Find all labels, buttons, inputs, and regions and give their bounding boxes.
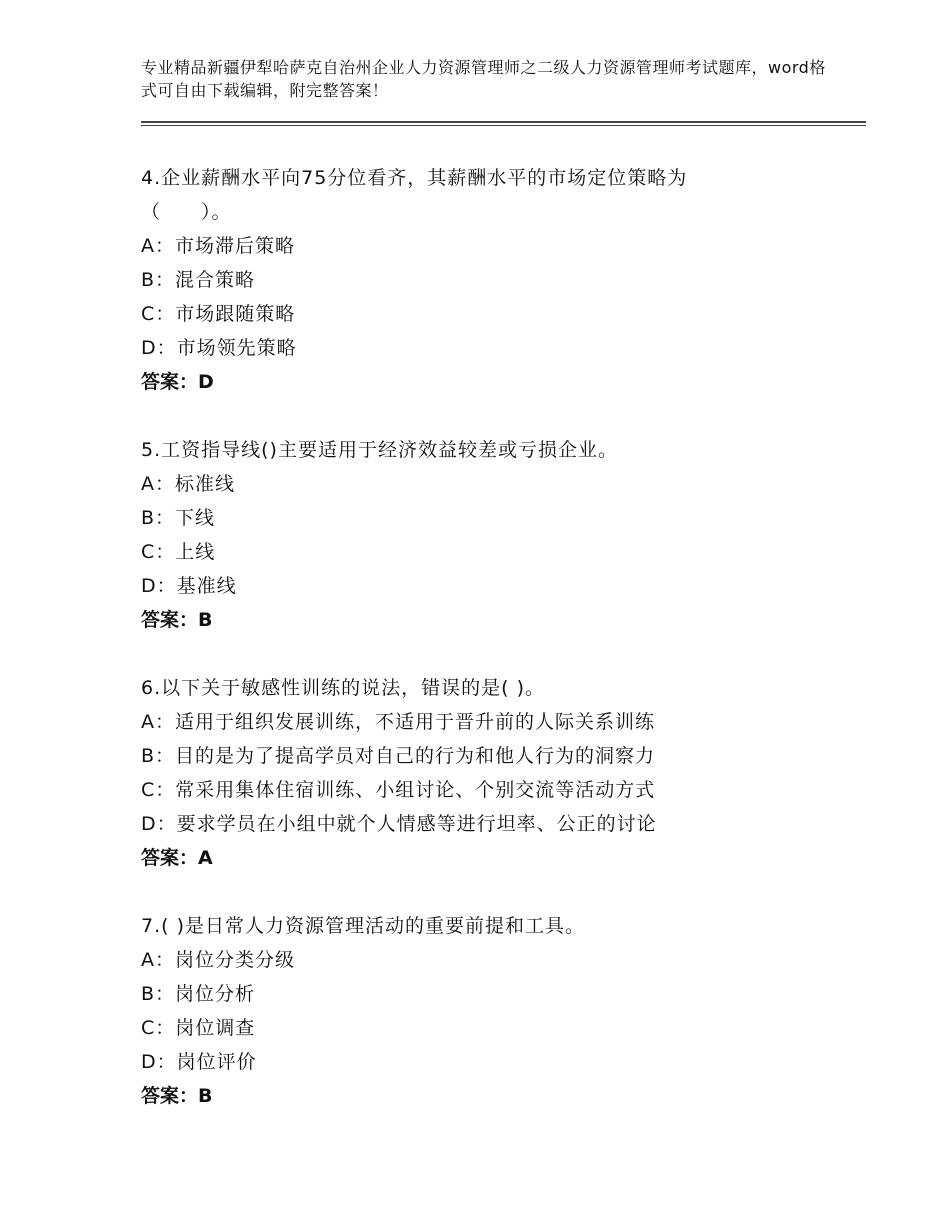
answer-line [141,841,861,875]
header-divider-bottom [141,125,866,127]
question-list [141,161,861,1147]
question-stem: 4.企业薪酬水平向75分位看齐，其薪酬水平的市场定位策略为（ ）。 [141,167,688,223]
answer-value: B [198,609,213,631]
header-divider-top [141,121,866,123]
option-c: C：市场跟随策略 [141,303,296,325]
answer-line [141,1079,861,1113]
option-b: B：岗位分析 [141,983,256,1005]
answer-label: 答案： [141,847,199,869]
answer-label: 答案： [141,371,199,393]
option-c: C：常采用集体住宿训练、小组讨论、个别交流等活动方式 [141,779,656,801]
question-5 [141,433,861,637]
option-d: D：基准线 [141,575,237,597]
question-6 [141,671,861,875]
option-d: D：要求学员在小组中就个人情感等进行坦率、公正的讨论 [141,813,657,835]
answer-label: 答案： [141,1085,199,1107]
question-4 [141,161,861,399]
option-b: B：下线 [141,507,216,529]
option-d: D：岗位评价 [141,1051,257,1073]
document-header: 专业精品新疆伊犁哈萨克自治州企业人力资源管理师之二级人力资源管理师考试题库，word格式可自由下载编辑，附完整答案！ [141,58,826,100]
answer-value: A [198,847,213,869]
answer-value: B [198,1085,213,1107]
answer-line [141,603,861,637]
question-stem: 5.工资指导线()主要适用于经济效益较差或亏损企业。 [141,439,618,461]
option-b: B：目的是为了提高学员对自己的行为和他人行为的洞察力 [141,745,656,767]
option-a: A：标准线 [141,473,235,495]
option-c: C：上线 [141,541,216,563]
answer-line [141,365,861,399]
question-stem: 7.( )是日常人力资源管理活动的重要前提和工具。 [141,915,585,937]
answer-label: 答案： [141,609,199,631]
option-c: C：岗位调查 [141,1017,256,1039]
option-a: A：市场滞后策略 [141,235,295,257]
question-7 [141,909,861,1113]
option-d: D：市场领先策略 [141,337,297,359]
option-b: B：混合策略 [141,269,256,291]
answer-value: D [198,371,214,393]
option-a: A：适用于组织发展训练，不适用于晋升前的人际关系训练 [141,711,655,733]
option-a: A：岗位分类分级 [141,949,295,971]
question-stem: 6.以下关于敏感性训练的说法，错误的是( )。 [141,677,545,699]
